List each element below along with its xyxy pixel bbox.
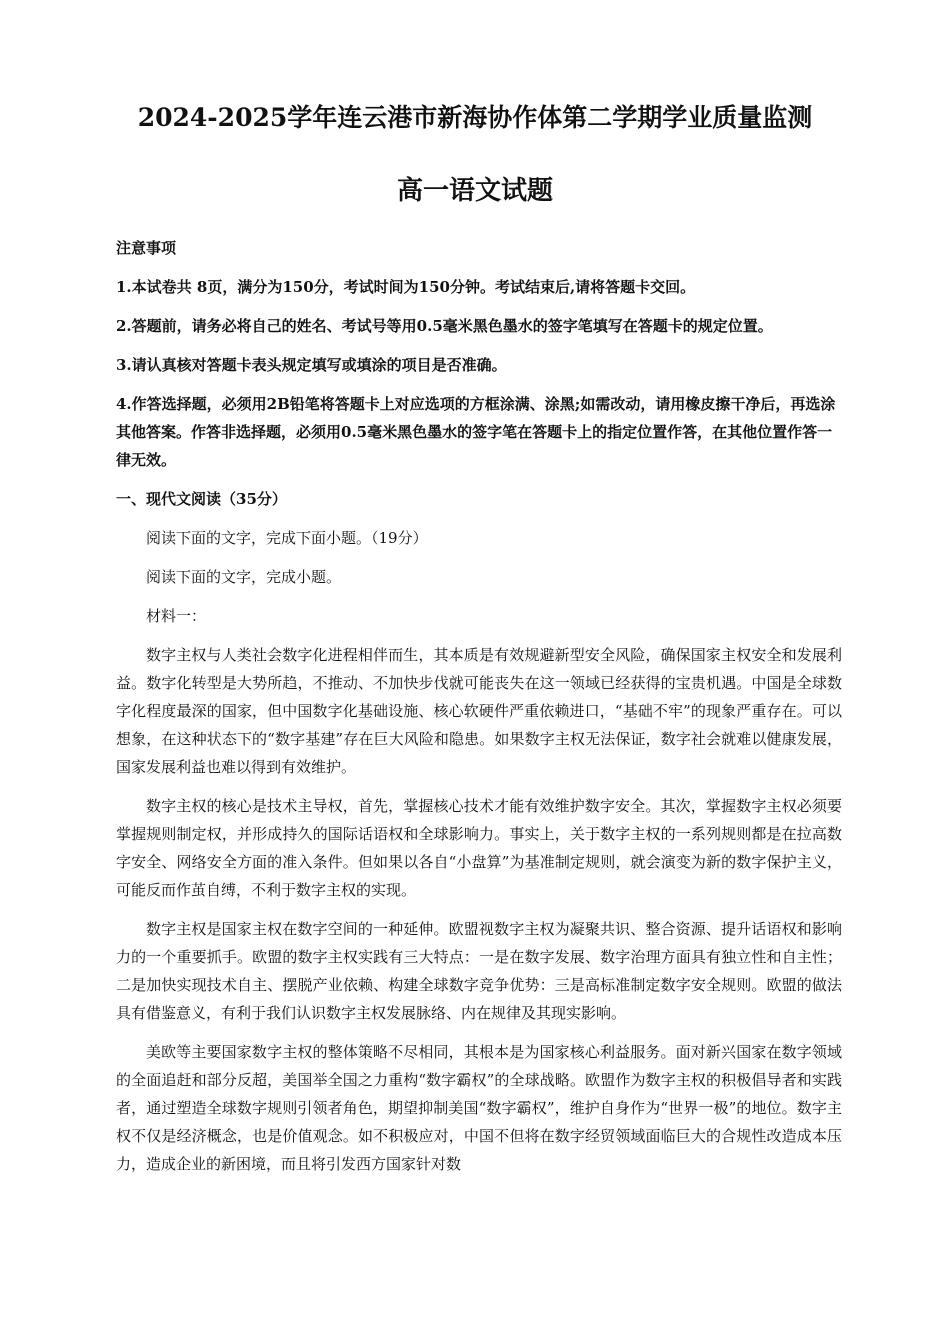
exam-title: 2024-2025学年连云港市新海协作体第二学期学业质量监测 [137,103,813,132]
notice-item-4: 4.作答选择题，必须用2B铅笔将答题卡上对应选项的方框涂满、涂黑;如需改动，请用橡皮擦干净后，再选涂其他答案。作答非选择题，必须用0.5毫米黑色墨水的签字笔在答题卡上的指定位置作答，在其他位置作答一律无效。 [116,395,836,469]
material-label: 材料一： [146,607,207,625]
material-paragraph-2: 数字主权的核心是技术主导权，首先，掌握核心技术才能有效维护数字安全。其次，掌握数字主权必须要掌握规则制定权，并形成持久的国际话语权和全球影响力。事实上，关于数字主权的一系列规则都是在拉高数字安全、网络安全方面的准入条件。但如果以各自“小盘算”为基准制定规则，就会演变为新的数字保护主义，可能反而作茧自缚，不利于数字主权的实现。 [116,797,842,899]
material-paragraph-1: 数字主权与人类社会数字化进程相伴而生，其本质是有效规避新型安全风险，确保国家主权安全和发展利益。数字化转型是大势所趋，不推动、不加快步伐就可能丧失在这一领域已经获得的宝贵机遇。中国是全球数字化程度最深的国家，但中国数字化基础设施、核心软硬件严重依赖进口，“基础不牢”的现象严重存在。可以想象，在这种状态下的“数字基建”存在巨大风险和隐患。如果数字主权无法保证，数字社会就难以健康发展，国家发展利益也难以得到有效维护。 [116,646,842,776]
notice-item-1: 1.本试卷共 8页，满分为150分，考试时间为150分钟。考试结束后,请将答题卡交回。 [116,278,696,296]
notice-item-3: 3.请认真核对答题卡表头规定填写或填涂的项目是否准确。 [116,356,507,374]
notice-heading: 注意事项 [116,239,177,257]
notice-item-2: 2.答题前，请务必将自己的姓名、考试号等用0.5毫米黑色墨水的签字笔填写在答题卡的规定位置。 [116,317,773,335]
material-paragraph-3: 数字主权是国家主权在数字空间的一种延伸。欧盟视数字主权为凝聚共识、整合资源、提升话语权和影响力的一个重要抓手。欧盟的数字主权实践有三大特点：一是在数字发展、数字治理方面具有独立性和自主性；二是加快实现技术自主、摆脱产业依赖、构建全球数字竞争优势：三是高标准制定数字安全规则。欧盟的做法具有借鉴意义，有利于我们认识数字主权发展脉络、内在规律及其现实影响。 [116,920,842,1022]
material-paragraph-4: 美欧等主要国家数字主权的整体策略不尽相同，其根本是为国家核心利益服务。面对新兴国家在数字领域的全面追赶和部分反超，美国举全国之力重构“数字霸权”的全球战略。欧盟作为数字主权的积极倡导者和实践者，通过塑造全球数字规则引领者角色，期望抑制美国“数字霸权”，维护自身作为“世界一极”的地位。数字主权不仅是经济概念，也是价值观念。如不积极应对，中国不但将在数字经贸领域面临巨大的合规性改造成本压力，造成企业的新困境，而且将引发西方国家针对数 [116,1043,842,1173]
section-heading: 一、现代文阅读（35分） [116,490,287,508]
reading-instruction-2: 阅读下面的文字，完成小题。 [146,568,342,586]
exam-subtitle: 高一语文试题 [396,176,553,206]
reading-instruction-1: 阅读下面的文字，完成下面小题。（19分） [146,529,428,547]
exam-content [116,234,842,1189]
